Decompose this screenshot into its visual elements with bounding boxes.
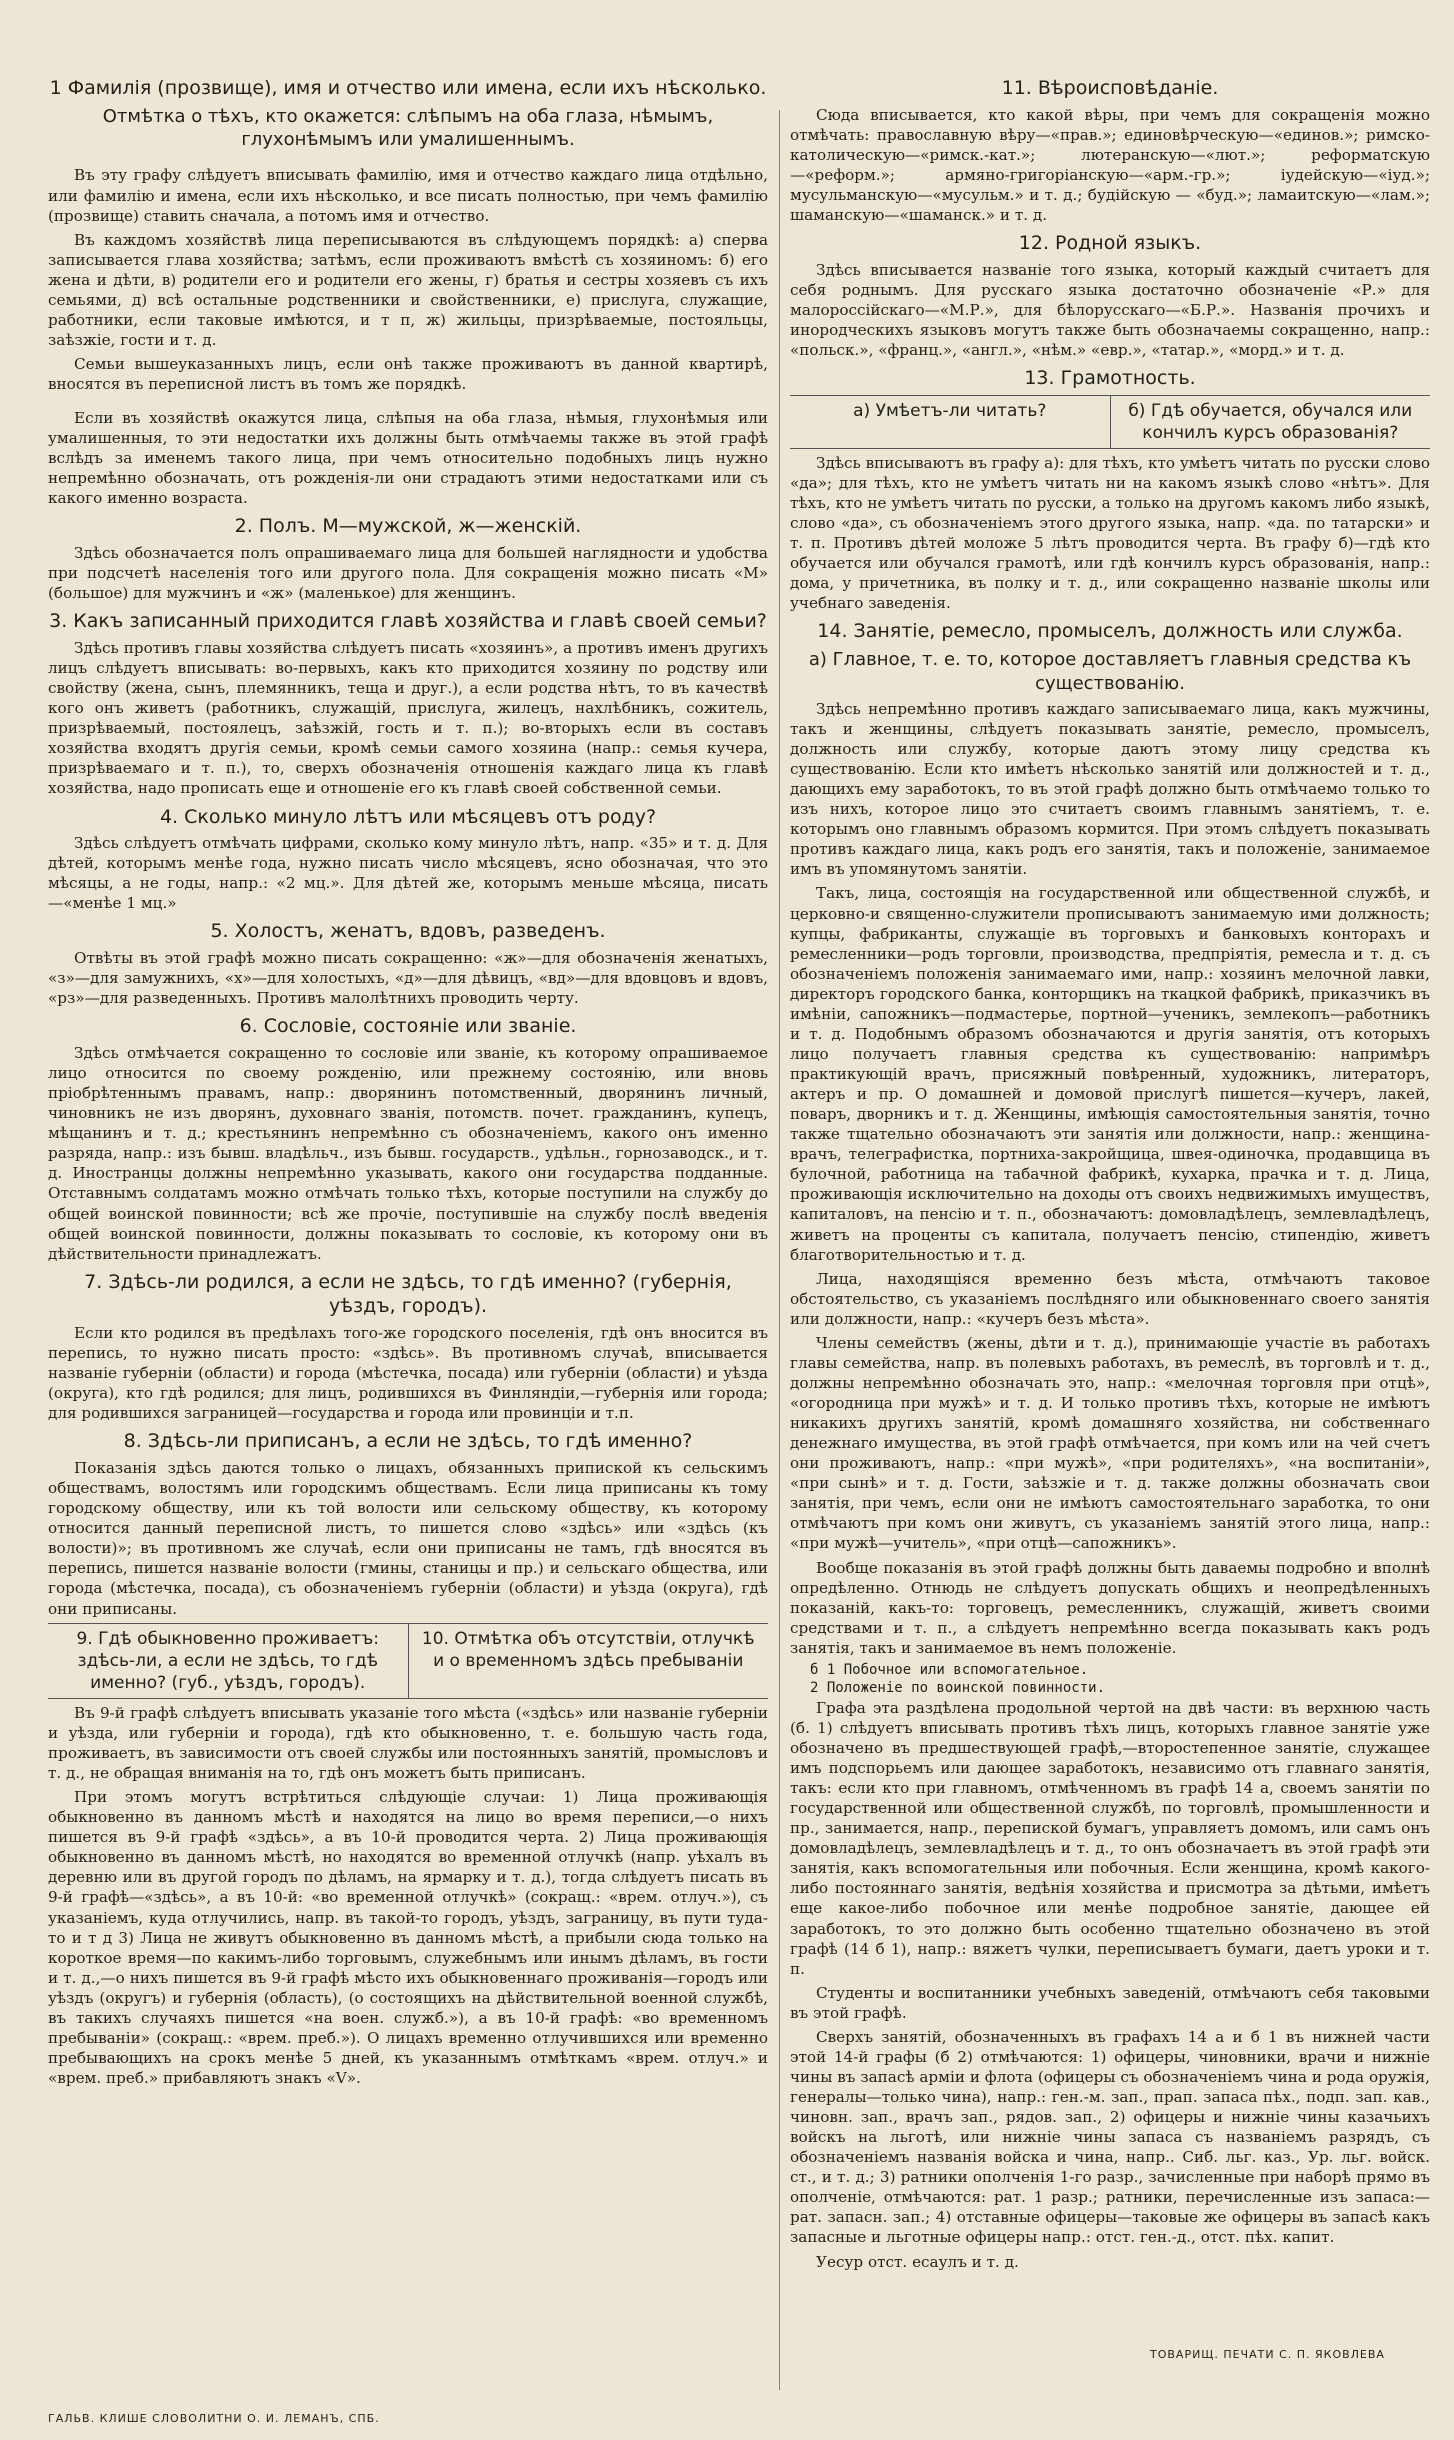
section-11-title: 11. Вѣроисповѣданiе. xyxy=(1001,77,1219,99)
section-13b-title: б) Гдѣ обучается, обучался или кончилъ курсъ образованiя? xyxy=(1110,396,1431,448)
section-14-paragraph: Лица, находящiяся временно безъ мѣста, отмѣчаютъ таковое обстоятельство, съ указанiемъ послѣдняго или обыкновеннаго своего занятiя или должности, напр.: «кучеръ безъ мѣста». xyxy=(790,1269,1430,1328)
section-9-title: 9. Гдѣ обыкновенно проживаетъ: здѣсь-ли, а если не здѣсь, то гдѣ именно? (губ., уѣздъ, городъ). xyxy=(76,1628,379,1693)
section-9-paragraph: При этомъ могутъ встрѣтиться слѣдующiе случаи: 1) Лица проживающiя обыкновенно въ данномъ мѣстѣ и находятся на лицо во время переписи,—о нихъ пишется въ 9-й графѣ «здѣсь», а въ 10-й проводится черта. 2) Лица проживающiя обыкновенно въ данномъ мѣстѣ, но находятся во временной отлучкѣ (напр. уѣхалъ въ деревню или въ другой городъ по дѣламъ, на ярмарку и т. д.), тогда слѣдуетъ писать въ 9-й графѣ—«здѣсь», а въ 10-й: «во временной отлучкѣ» (сокращ.: «врем. отлуч.»), съ указанiемъ, куда отлучились, напр. въ такой-то городъ, уѣздъ, заграницу, въ пути туда-то и т д 3) Лица не живутъ обыкновенно въ данномъ мѣстѣ, а прибыли сюда только на короткое время—по какимъ-либо торговымъ, служебнымъ или инымъ дѣламъ, въ гости и т. д.,—о нихъ пишется въ 9-й графѣ мѣсто ихъ обыкновеннаго проживанiя—городъ или уѣздъ (округъ) и губернiя (область), (о состоящихъ на дѣйствительной военной службѣ, въ такихъ случаяхъ пишется «на воен. служб.»), а въ 10-й графѣ: «во временномъ пребыванiи» (сокращ.: «врем. преб.»). О лицахъ временно отлучившихся или временно пребывающихъ на срокъ менѣе 5 дней, къ указаннымъ отмѣткамъ «врем. отлуч.» и «врем. преб.» прибавляютъ знакъ «V». xyxy=(48,1788,768,2087)
section-9-paragraph: Въ 9-й графѣ слѣдуетъ вписывать указанiе того мѣста («здѣсь» или названiе губернiи и уѣзда, или губернiи и города), гдѣ кто обыкновенно, т. е. большую часть года, проживаетъ, въ зависимости отъ своей службы или постоянныхъ занятiй, промысловъ и т. д., не обращая вниманiя на то, гдѣ онъ можетъ быть приписанъ. xyxy=(48,1703,768,1783)
section-13a-title: а) Умѣетъ-ли читать? xyxy=(853,400,1047,421)
section-11-paragraph: Сюда вписывается, кто какой вѣры, при чемъ для сокращенiя можно отмѣчать: православную вѣру—«прав.»; единовѣрческую—«единов.»; римско-католическую—«римск.-кат.»; лютеранскую—«лют.»; реформатскую—«реформ.»; армяно-григорiанскую—«арм.-гр.»; iудейскую—«iуд.»; мусульманскую—«мусульм.» и т. д.; будiйскую — «буд.»; ламаитскую—«лам.»; шаманскую—«шаманск.» и т. д. xyxy=(790,105,1430,224)
section-2-title: 2. Полъ. М—мужской, ж—женскiй. xyxy=(234,515,582,538)
section-12-title: 12. Родной языкъ. xyxy=(1018,232,1202,255)
section-14-paragraph: Вообще показанiя въ этой графѣ должны быть даваемы подробно и вполнѣ опредѣленно. Отнюдь не слѣдуетъ допускать общихъ и неопредѣленныхъ показанiй, какъ-то: торговецъ, ремесленникъ, служащiй, живетъ своими средствами и т. п., а слѣдуетъ непремѣнно всегда показывать какъ родъ занятiя, такъ и занимаемое въ немъ положенiе. xyxy=(790,1558,1430,1657)
section-14b1-subtitle: б 1 Побочное или вспомогательное. xyxy=(810,1661,1089,1678)
section-1-paragraph: Въ каждомъ хозяйствѣ лица переписываются въ слѣдующемъ порядкѣ: а) сперва записывается глава хозяйства; затѣмъ, если проживаютъ вмѣстѣ съ хозяиномъ: б) его жена и дѣти, в) родители его и родители его жены, г) братья и сестры хозяевъ съ ихъ семьями, д) всѣ остальные родственники и свойственники, е) прислуга, служащие, работники, если таковые имѣются, и т п, ж) жильцы, призрѣваемые, постояльцы, заѣзжiе, гости и т. д. xyxy=(48,230,768,349)
section-14-paragraph: Графа эта раздѣлена продольной чертой на двѣ части: въ верхнюю часть (б. 1) слѣдуетъ вписывать противъ тѣхъ лицъ, которыхъ главное занятiе уже обозначено въ предшествующей графѣ,—второстепенное занятiе, служащее имъ подспорьемъ или дающее заработокъ, независимо отъ главнаго занятiя, такъ: если кто при главномъ, отмѣченномъ въ графѣ 14 а, своемъ занятiи по государственной или общественной службѣ, по торговлѣ, промышленности и пр., занимается, напр., перепиской бумагъ, управляетъ домомъ, или самъ онъ домовладѣлецъ, землевладѣлецъ и т. д., то онъ обозначаетъ въ этой графѣ эти занятiя, какъ вспомогательныя или побочныя. Если женщина, кромѣ какого-либо постояннаго занятiя, ведѣнiя хозяйства и присмотра за дѣтьми, имѣетъ еще какое-либо побочное или менѣе подробное занятiе, дающее ей заработокъ, то это должно быть особенно тщательно обозначено въ этой графѣ (14 б 1), напр.: вяжетъ чулки, переписываетъ бумаги, даетъ уроки и т. п. xyxy=(790,1698,1430,1978)
section-14-title: 14. Занятiе, ремесло, промыселъ, должность или служба. xyxy=(817,620,1403,643)
printer-credit: ТОВАРИЩ. ПЕЧАТИ С. П. ЯКОВЛЕВА xyxy=(1150,2348,1385,2361)
right-column xyxy=(790,70,1430,2276)
section-14-paragraph: Здѣсь непремѣнно противъ каждаго записываемаго лица, какъ мужчины, такъ и женщины, слѣдуетъ показывать занятiе, ремесло, промыселъ, должность или службу, которые даютъ этому лицу средства къ существованiю. Если кто имѣетъ нѣсколько занятiй или должностей и т. д., дающихъ ему заработокъ, то въ этой графѣ должно быть отмѣчаемо только то изъ нихъ, которое лицо это считаетъ своимъ главнымъ занятiемъ, т. е. которымъ оно главнымъ образомъ кормится. При этомъ слѣдуетъ показывать противъ каждаго лица, какъ родъ его занятiя, такъ и положенiе, занимаемое имъ въ упомянутомъ занятiи. xyxy=(790,699,1430,879)
section-8-title: 8. Здѣсь-ли приписанъ, а если не здѣсь, то гдѣ именно? xyxy=(123,1430,693,1453)
section-2-paragraph: Здѣсь обозначается полъ опрашиваемаго лица для большей наглядности и удобства при подсчетѣ населенiя того или другого пола. Для сокращенiя можно писать «М» (большое) для мужчинъ и «ж» (маленькое) для женщинъ. xyxy=(48,544,768,603)
column-divider xyxy=(779,110,780,2390)
section-1-paragraph: Семьи вышеуказанныхъ лицъ, если онѣ также проживаютъ въ данной квартирѣ, вносятся въ переписной листъ въ томъ же порядкѣ. xyxy=(48,355,768,394)
section-6-paragraph: Здѣсь отмѣчается сокращенно то сословiе или званiе, къ которому опрашиваемое лицо относится по своему рожденiю, или прежнему состоянiю, или вновь прiобрѣтеннымъ правамъ, напр.: дворянинъ потомственный, дворянинъ личный, чиновникъ не изъ дворянъ, духовнаго званiя, потомств. почет. гражданинъ, купецъ, мѣщанинъ и т. д.; крестьянинъ непремѣнно съ обозначенiемъ, какого онъ именно разряда, напр.: изъ бывш. владѣльч., изъ бывш. государств., удѣльн., горнозаводск., и т. д. Иностранцы должны непремѣнно указывать, какого они государства подданные. Отставнымъ солдатамъ можно отмѣчать только тѣхъ, которые поступили на службу до общей воинской повинности; всѣ же прочiе, поступившiе на службу послѣ введенiя общей воинской повинности, должны показывать то сословiе, къ которому они въ дѣйствительности принадлежатъ. xyxy=(48,1044,768,1263)
section-4-paragraph: Здѣсь слѣдуетъ отмѣчать цифрами, сколько кому минуло лѣтъ, напр. «35» и т. д. Для дѣтей, которымъ менѣе года, нужно писать число мѣсяцевъ, ясно обозначая, что это мѣсяцы, а не годы, напр.: «2 мц.». Для дѣтей же, которымъ меньше мѣсяца, писать—«менѣе 1 мц.» xyxy=(48,834,768,913)
section-3-title: 3. Какъ записанный приходится главѣ хозяйства и главѣ своей семьи? xyxy=(49,610,767,633)
section-6-title: 6. Сословiе, состоянiе или званiе. xyxy=(239,1015,577,1038)
section-5-title: 5. Холостъ, женатъ, вдовъ, разведенъ. xyxy=(210,920,606,943)
section-14a-subtitle: а) Главное, т. е. то, которое доставляетъ главныя средства къ существованiю. xyxy=(808,649,1412,694)
section-9-10-header xyxy=(48,1623,768,1699)
engraver-credit: ГАЛЬВ. КЛИШЕ СЛОВОЛИТНИ О. И. ЛЕМАНЪ, СПБ. xyxy=(48,2412,380,2425)
section-14-paragraph: Члены семействъ (жены, дѣти и т. д.), принимающiе участiе въ работахъ главы семейства, напр. въ полевыхъ работахъ, въ ремеслѣ, въ торговлѣ и т. д., должны непремѣнно обозначать это, напр.: «мелочная торговля при отцѣ», «огородница при мужѣ» и т. д. И только противъ тѣхъ, которые не имѣютъ никакихъ другихъ занятiй, кромѣ домашняго хозяйства, ни собственнаго денежнаго имущества, въ этой графѣ отмѣчается, при комъ или на чей счетъ они проживаютъ, напр.: «при мужѣ», «при родителяхъ», «на воспитанiи», «при сынѣ» и т. д. Гости, заѣзжiе и т. д. также должны обозначать свои занятiя, при чемъ, если они не имѣютъ самостоятельнаго заработка, то они отмѣчаютъ при комъ они живутъ, съ указанiемъ занятiй этого лица, напр.: «при мужѣ—учитель», «при отцѣ—сапожникъ». xyxy=(790,1333,1430,1553)
section-14-paragraph: Такъ, лица, состоящiя на государственной или общественной службѣ, и церковно-и священно-служители прописываютъ занимаемую ими должность; купцы, фабриканты, служащiе въ торговыхъ и банковыхъ конторахъ и ремесленники—родъ торговли, производства, предпрiятiя, ремесла и т. д. съ обозначенiемъ положенiя занимаемаго ими, напр.: хозяинъ мелочной лавки, директоръ городского банка, конторщикъ на ткацкой фабрикѣ, приказчикъ въ имѣнiи, сапожникъ—подмастерье, портной—ученикъ, землекопъ—работникъ и т. д. Подобнымъ образомъ обозначаются и другiя занятiя, отъ которыхъ лицо получаетъ главныя средства къ существованiю: напримѣръ практикующiй врачъ, присяжный повѣренный, художникъ, литераторъ, актеръ и пр. О домашней и домовой прислугѣ пишется—кучеръ, лакей, поваръ, дворникъ и т. д. Женщины, имѣющiя самостоятельныя занятiя, точно также тщательно обозначаютъ эти занятiя или должности, напр.: женщина-врачъ, телеграфистка, портниха-закройщица, швея-одиночка, продавщица въ булочной, работница на табачной фабрикѣ, кухарка, прачка и т. д. Лица, проживающiя исключительно на доходы отъ своихъ недвижимыхъ имуществъ, капиталовъ, на пенсiю и т. п., обозначаютъ: домовладѣлецъ, землевладѣлецъ, живетъ на проценты съ капитала, получаетъ пенсiю, стипендiю, живетъ благотворительностью и т. д. xyxy=(790,884,1430,1264)
section-8-paragraph: Показанiя здѣсь даются только о лицахъ, обязанныхъ припиской къ сельскимъ обществамъ, волостямъ или городскимъ обществамъ. Если лица приписаны къ тому городскому обществу, или къ той волости или сельскому обществу, къ которому относится данный переписной листъ, то пишется слово «здѣсь» или «здѣсь (къ волости)»; въ противномъ же случаѣ, если они приписаны не тамъ, гдѣ вносятся въ перепись, пишется названiе волости (гмины, станицы и пр.) и сельскаго общества, или города (мѣстечка, посада), съ обозначенiемъ губернiи (области) и уѣзда (округа), гдѣ они приписаны. xyxy=(48,1459,768,1618)
section-7-title: 7. Здѣсь-ли родился, а если не здѣсь, то гдѣ именно? (губернiя, уѣздъ, городъ). xyxy=(84,1270,732,1318)
section-1-title: 1 Фамилiя (прозвище), имя и отчество или имена, если ихъ нѣсколько. xyxy=(49,77,767,99)
section-5-paragraph: Отвѣты въ этой графѣ можно писать сокращенно: «ж»—для обозначенiя женатыхъ, «з»—для замужнихъ, «х»—для холостыхъ, «д»—для дѣвицъ, «вд»—для вдовцовъ и вдовъ, «рз»—для разведенныхъ. Противъ малолѣтнихъ проводить черту. xyxy=(48,949,768,1008)
section-14-paragraph: Уесур отст. есаулъ и т. д. xyxy=(816,2252,1019,2271)
section-14b2-subtitle: 2 Положенiе по воинской повинности. xyxy=(810,1679,1106,1696)
section-13-title: 13. Грамотность. xyxy=(1024,367,1196,390)
section-13-header xyxy=(790,395,1430,449)
section-3-paragraph: Здѣсь противъ главы хозяйства слѣдуетъ писать «хозяинъ», а противъ именъ другихъ лицъ слѣдуетъ вписывать: во-первыхъ, какъ кто приходится хозяину по родству или свойству (жена, сынъ, племянникъ, теща и друг.), а если родства нѣтъ, то въ качествѣ кого онъ живетъ (работникъ, служащiй, прислуга, жилецъ, нахлѣбникъ, сожитель, призрѣваемый, постоялецъ, заѣзжiй, гость и т. п.); во-вторыхъ если въ составъ хозяйства входятъ другiя семьи, кромѣ семьи самого хозяина (напр.: семья кучера, призрѣваемаго и т. п.), то, сверхъ обозначенiя отношенiя каждаго лица къ главѣ хозяйства, надо прописать еще и отношенiе его къ главѣ своей собственной семьи. xyxy=(48,639,768,798)
section-1-paragraph: Въ эту графу слѣдуетъ вписывать фамилiю, имя и отчество каждаго лица отдѣльно, или фамилiю и имена, если ихъ нѣсколько, и все писать полностью, при чемъ фамилiю (прозвище) ставить сначала, а потомъ имя и отчество. xyxy=(48,166,768,225)
section-14-paragraph: Сверхъ занятiй, обозначенныхъ въ графахъ 14 а и б 1 въ нижней части этой 14-й графы (б 2) отмѣчаются: 1) офицеры, чиновники, врачи и нижнiе чины въ запасѣ армiи и флота (офицеры съ обозначенiемъ чина и рода оружiя, генералы—только чина), напр.: ген.-м. зап., прап. запаса пѣх., подп. зап. кав., чиновн. зап., врачъ зап., рядов. зап., 2) офицеры и нижнiе чины казачьихъ войскъ на льготѣ, или нижнiе чины запаса съ названiемъ разрядъ, съ обозначенiемъ названiя войска и чина, напр.. Сиб. льг. каз., Ур. льг. войск. ст., и т. д.; 3) ратники ополченiя 1-го разр., зачисленные при наборѣ прямо въ ополченiе, отмѣчаются: рат. 1 разр.; ратники, перечисленные изъ запаса:—рат. запасн. зап.; 4) отставные офицеры—таковые же офицеры въ запасѣ какъ запасные и льготные офицеры напр.: отст. ген.-д., отст. пѣх. капит. xyxy=(790,2027,1430,2247)
section-10-title: 10. Отмѣтка объ отсутствiи, отлучкѣ и о временномъ здѣсь пребыванiи xyxy=(408,1624,769,1698)
section-1-paragraph: Если въ хозяйствѣ окажутся лица, слѣпыя на оба глаза, нѣмыя, глухонѣмыя или умалишенныя, то эти недостатки ихъ должны быть отмѣчаемы также въ этой графѣ вслѣдъ за именемъ такого лица, при чемъ относительно подобныхъ лицъ нужно непремѣнно обозначать, отъ рожденiя-ли они страдаютъ этими недостатками или съ какого именно возраста. xyxy=(48,409,768,508)
section-13-paragraph: Здѣсь вписываютъ въ графу а): для тѣхъ, кто умѣетъ читать по русски слово «да»; для тѣхъ, кто не умѣетъ читать ни на какомъ языкѣ слово «нѣтъ». Для тѣхъ, кто не умѣетъ читать по русски, а только на другомъ какомъ либо языкѣ, слово «да», съ обозначенiемъ этого другого языка, напр. «да. по татарски» и т. п. Противъ дѣтей моложе 5 лѣтъ проводится черта. Въ графу б)—гдѣ кто обучается или обучался грамотѣ, или гдѣ кончилъ курсъ образованiя, напр.: дома, у причетника, въ полку и т. д., или сокращенно названiе школы или учебнаго заведенiя. xyxy=(790,453,1430,613)
section-12-paragraph: Здѣсь вписывается названiе того языка, который каждый считаетъ для себя роднымъ. Для русскаго языка достаточно обозначенiе «Р.» для малороссiйскаго—«М.Р.», для бѣлорусскаго—«Б.Р.». Названiя прочихъ и инородческихъ языковъ могутъ также быть обозначаемы сокращенно, напр.: «польск.», «франц.», «англ.», «нѣм.» «евр.», «татар.», «морд.» и т. д. xyxy=(790,260,1430,359)
section-4-title: 4. Сколько минуло лѣтъ или мѣсяцевъ отъ роду? xyxy=(159,805,657,828)
section-1-subtitle: Отмѣтка о тѣхъ, кто окажется: слѣпымъ на оба глаза, нѣмымъ, глухонѣмымъ или умалишеннымъ. xyxy=(102,105,714,151)
document-page xyxy=(48,70,1428,2400)
left-column xyxy=(48,70,768,2092)
section-7-paragraph: Если кто родился въ предѣлахъ того-же городского поселенiя, гдѣ онъ вносится въ перепись, то нужно писать просто: «здѣсь». Въ противномъ случаѣ, вписывается названiе губернiи (области) и города (мѣстечка, посада) или губернiи (области) и уѣзда (округа), кто гдѣ родился; для лицъ, родившихся въ Финляндiи,—губернiя или города; для родившихся заграницей—государства и города или провинцiи и т.п. xyxy=(48,1324,768,1423)
section-14-paragraph: Студенты и воспитанники учебныхъ заведенiй, отмѣчаютъ себя таковыми въ этой графѣ. xyxy=(790,1983,1430,2022)
